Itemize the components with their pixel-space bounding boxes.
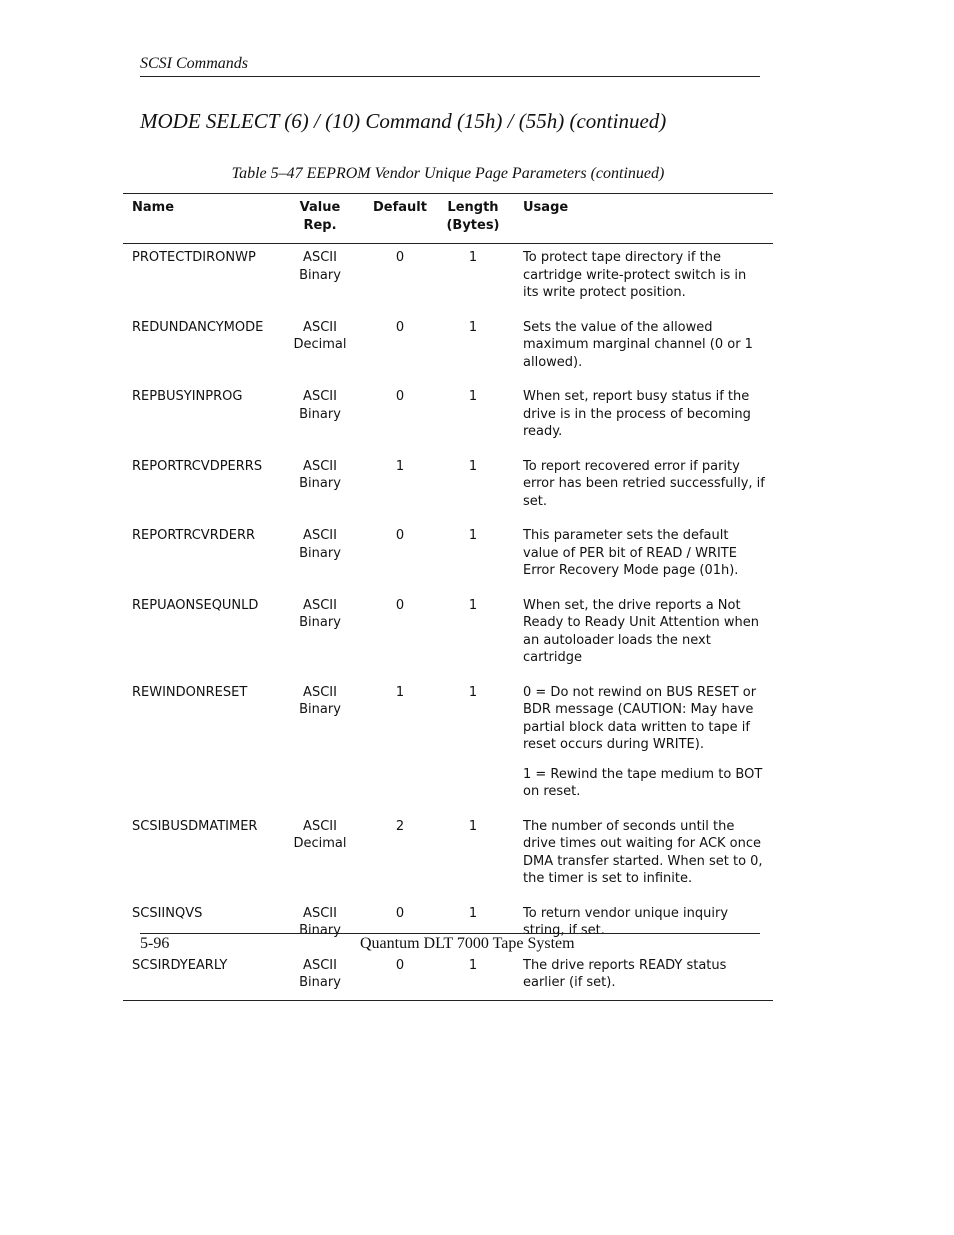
- col-header-value-rep: [280, 194, 360, 244]
- cell-usage: [506, 813, 773, 900]
- value-rep-line: ASCII: [303, 818, 337, 834]
- usage-paragraph: When set, the drive reports a Not Ready to Ready Unit Attention when an autoloader loads the next cartridge: [523, 597, 759, 665]
- cell-name: REWINDONRESET: [132, 684, 248, 700]
- value-rep-line: Binary: [299, 406, 341, 422]
- page-number: 5-96: [140, 935, 170, 952]
- col-header-name: Name: [123, 194, 280, 244]
- usage-paragraph: The drive reports READY status earlier (if set).: [523, 957, 727, 990]
- cell-usage: [506, 592, 773, 679]
- cell-usage: [506, 383, 773, 453]
- table-row: [123, 383, 773, 453]
- cell-value-rep: [280, 900, 360, 952]
- table-body: [123, 244, 773, 1000]
- value-rep-line: Binary: [299, 615, 341, 630]
- cell-default: 0: [395, 319, 405, 335]
- value-rep-line: ASCII: [303, 957, 337, 973]
- footer-rule: [140, 933, 760, 934]
- value-rep-line: ASCII: [303, 905, 337, 921]
- cell-length: 1: [468, 319, 478, 335]
- cell-length: 1: [468, 389, 478, 404]
- table-row: [123, 314, 773, 384]
- cell-value-rep: [280, 592, 360, 679]
- cell-name: REPUAONSEQUNLD: [132, 597, 259, 613]
- table-row: [123, 592, 773, 679]
- value-rep-line: ASCII: [303, 389, 337, 404]
- cell-usage: [506, 244, 773, 314]
- cell-default: 1: [395, 458, 405, 474]
- cell-default: 1: [395, 684, 405, 700]
- value-rep-line: ASCII: [303, 319, 337, 335]
- cell-length: 1: [468, 957, 478, 973]
- col-header-usage: Usage: [506, 194, 773, 244]
- table-row: [123, 522, 773, 592]
- value-rep-line: ASCII: [303, 684, 337, 700]
- section-title: MODE SELECT (6) / (10) Command (15h) / (55h) (continued): [140, 109, 667, 133]
- cell-value-rep: [280, 383, 360, 453]
- cell-length: 1: [468, 818, 478, 834]
- cell-usage: [506, 522, 773, 592]
- cell-usage: [506, 952, 773, 1000]
- parameters-table-container: [123, 193, 773, 1001]
- value-rep-line: ASCII: [303, 458, 337, 474]
- usage-paragraph: Sets the value of the allowed maximum marginal channel (0 or 1 allowed).: [523, 319, 753, 370]
- cell-length: 1: [468, 684, 478, 700]
- cell-default: 0: [395, 250, 405, 265]
- cell-value-rep: [280, 952, 360, 1000]
- cell-value-rep: [280, 453, 360, 523]
- cell-default: 0: [395, 528, 405, 543]
- cell-default: 0: [395, 905, 405, 921]
- col-header-length: [440, 194, 506, 244]
- cell-usage: [506, 314, 773, 384]
- col-header-value-rep-line1: Value: [299, 200, 341, 215]
- cell-value-rep: [280, 813, 360, 900]
- cell-value-rep: [280, 522, 360, 592]
- usage-paragraph: To return vendor unique inquiry string, if set.: [523, 905, 729, 938]
- col-header-value-rep-line2: Rep.: [303, 217, 337, 233]
- cell-name: SCSIBUSDMATIMER: [132, 818, 258, 834]
- cell-length: 1: [468, 528, 478, 543]
- cell-usage: [506, 453, 773, 523]
- table-row: [123, 453, 773, 523]
- cell-name: REPBUSYINPROG: [132, 389, 243, 404]
- value-rep-line: Binary: [299, 975, 341, 990]
- cell-name: REPORTRCVRDERR: [132, 528, 256, 543]
- value-rep-line: ASCII: [303, 528, 337, 543]
- value-rep-line: Binary: [299, 545, 341, 561]
- cell-default: 0: [395, 957, 405, 973]
- cell-name: REDUNDANCYMODE: [132, 319, 264, 335]
- value-rep-line: ASCII: [303, 597, 337, 613]
- col-header-length-line1: Length: [447, 200, 499, 215]
- usage-paragraph: 1 = Rewind the tape medium to BOT on reset.: [523, 766, 763, 799]
- cell-length: 1: [468, 597, 478, 613]
- cell-name: REPORTRCVDPERRS: [132, 458, 263, 474]
- col-header-length-line2: (Bytes): [446, 217, 500, 233]
- table-caption: Table 5–47 EEPROM Vendor Unique Page Parameters (continued): [231, 165, 665, 182]
- table-row: [123, 952, 773, 1000]
- value-rep-line: Binary: [299, 476, 341, 491]
- cell-name: SCSIINQVS: [132, 905, 203, 921]
- cell-length: 1: [468, 905, 478, 921]
- table-row: [123, 813, 773, 900]
- cell-default: 0: [395, 597, 405, 613]
- usage-paragraph: This parameter sets the default value of PER bit of READ / WRITE Error Recovery Mode page (01h).: [523, 528, 739, 578]
- cell-name: SCSIRDYEARLY: [132, 957, 228, 973]
- table-row: [123, 679, 773, 813]
- usage-paragraph: 0 = Do not rewind on BUS RESET or BDR message (CAUTION: May have partial block data written to tape if reset occurs during WRITE).: [523, 684, 757, 752]
- table-header-row: [123, 194, 773, 244]
- usage-paragraph: The number of seconds until the drive times out waiting for ACK once DMA transfer started. When set to 0, the timer is set to infinite.: [523, 818, 763, 886]
- value-rep-line: Binary: [299, 923, 341, 938]
- value-rep-line: Decimal: [293, 337, 347, 352]
- footer-book-title: Quantum DLT 7000 Tape System: [360, 935, 575, 952]
- value-rep-line: Decimal: [293, 836, 347, 851]
- running-head: SCSI Commands: [140, 55, 249, 72]
- col-header-default: Default: [360, 194, 440, 244]
- value-rep-line: Binary: [299, 702, 341, 717]
- cell-value-rep: [280, 679, 360, 813]
- value-rep-line: Binary: [299, 267, 341, 283]
- cell-default: 2: [395, 818, 405, 834]
- cell-value-rep: [280, 314, 360, 384]
- cell-length: 1: [468, 458, 478, 474]
- cell-value-rep: [280, 244, 360, 314]
- header-rule: [140, 76, 760, 77]
- value-rep-line: ASCII: [303, 250, 337, 265]
- cell-name: PROTECTDIRONWP: [132, 250, 256, 265]
- usage-paragraph: To report recovered error if parity error has been retried successfully, if set.: [523, 458, 765, 509]
- usage-paragraph: To protect tape directory if the cartridge write-protect switch is in its write protect position.: [523, 250, 747, 300]
- table-row: [123, 244, 773, 314]
- parameters-table: [123, 194, 773, 1000]
- cell-usage: [506, 679, 773, 813]
- cell-length: 1: [468, 250, 478, 265]
- usage-paragraph: When set, report busy status if the drive is in the process of becoming ready.: [523, 389, 751, 439]
- cell-default: 0: [395, 389, 405, 404]
